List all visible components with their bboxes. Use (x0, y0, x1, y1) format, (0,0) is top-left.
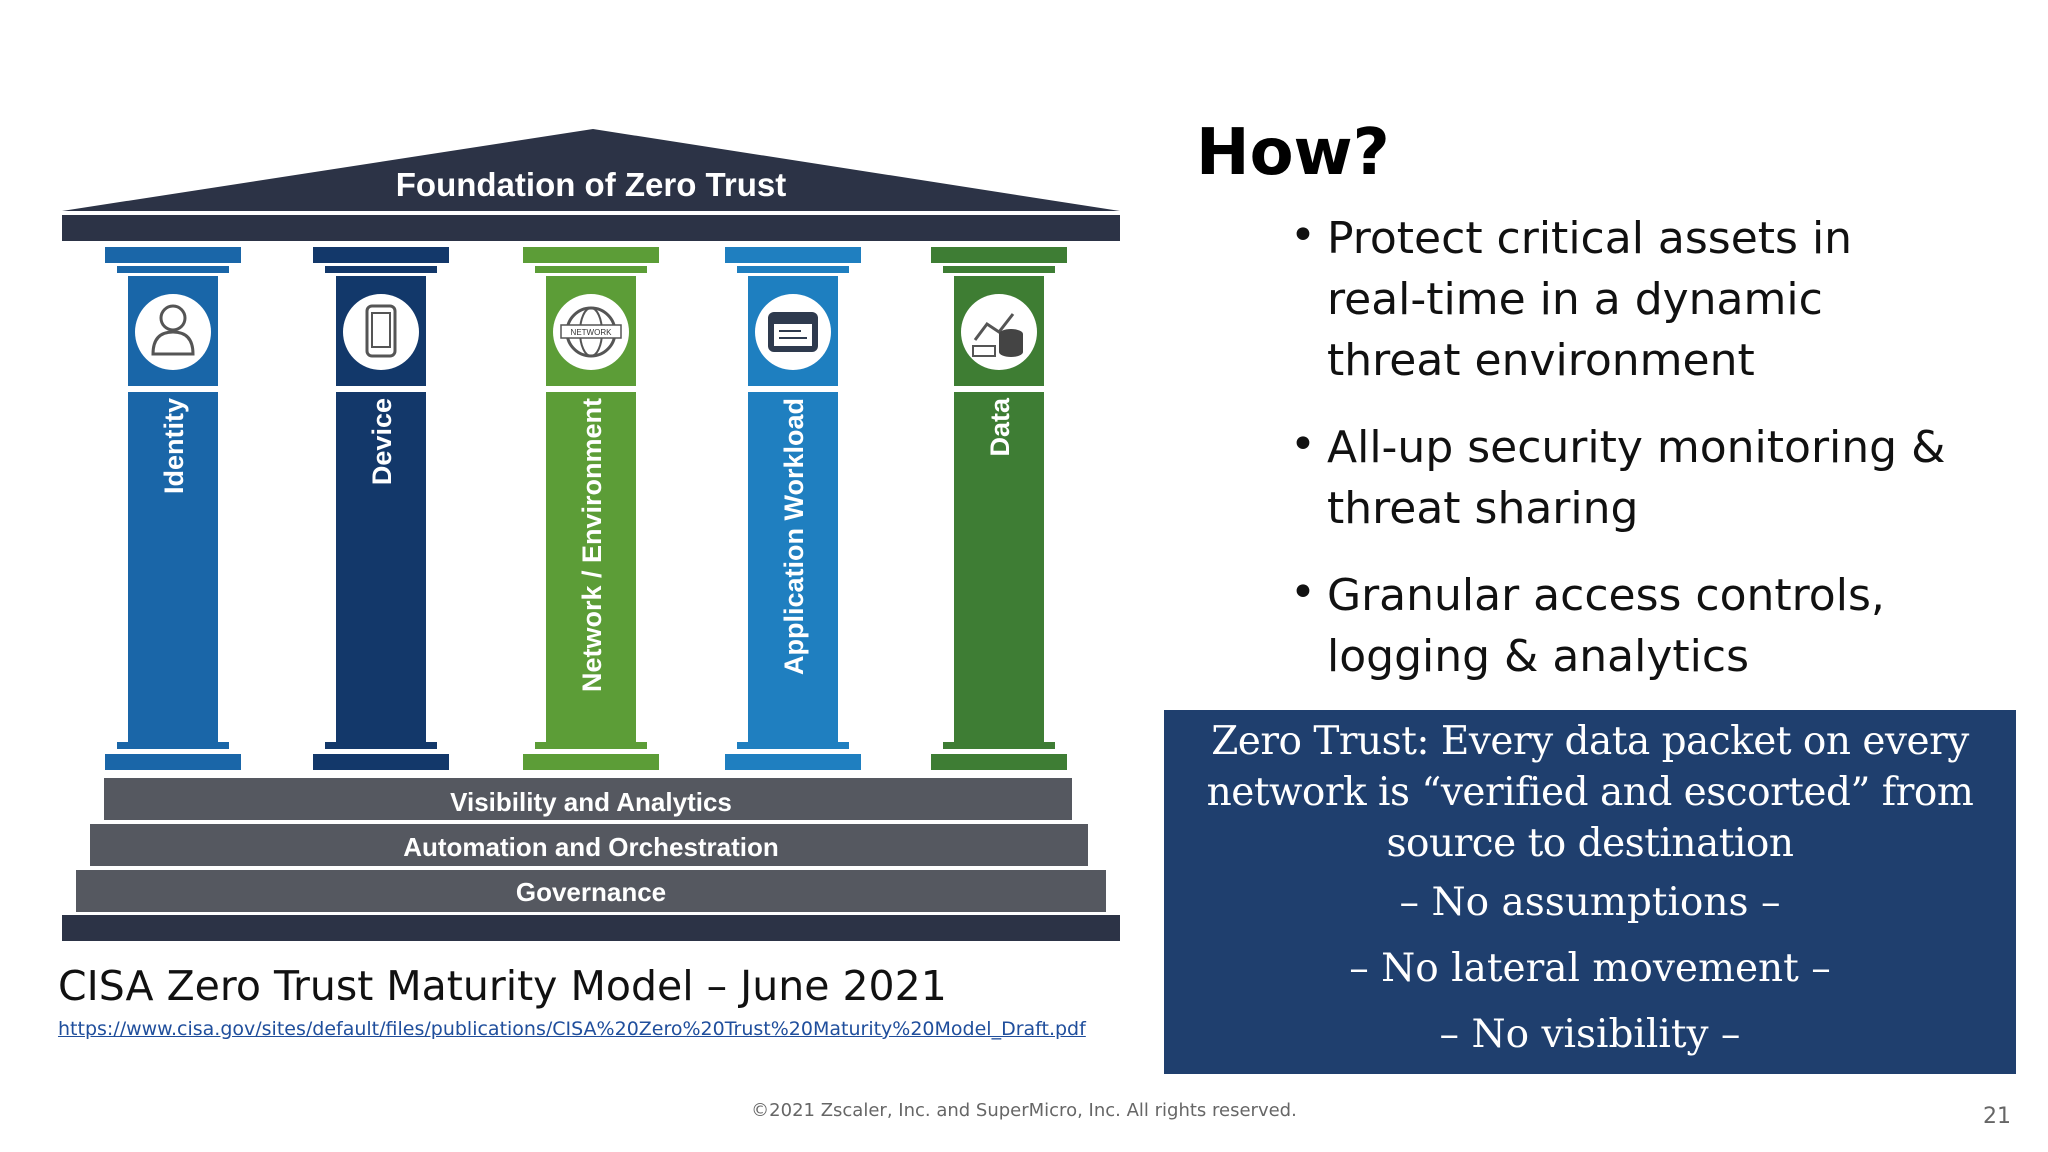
how-heading: How? (1196, 116, 1390, 190)
pillar-data (931, 247, 1067, 770)
network-icon-label: NETWORK (570, 328, 612, 337)
zero-trust-pillars-diagram (0, 0, 1140, 960)
pillar-label: Network / Environment (577, 398, 607, 693)
bullet-dot-icon: • (1290, 567, 1316, 618)
bullet-dot-icon: • (1290, 210, 1316, 261)
pillar-base (313, 754, 449, 770)
pillar-base (105, 754, 241, 770)
step-label-governance: Governance (515, 877, 667, 907)
pillar-device (313, 247, 449, 770)
pillar-capital-band (117, 266, 229, 273)
person-icon (135, 294, 211, 370)
bullet-dot-icon: • (1290, 419, 1316, 470)
source-link[interactable]: https://www.cisa.gov/sites/default/files/publications/CISA%20Zero%20Trust%20Maturity%20Model_Draft.pdf (58, 1018, 1086, 1040)
pillar-base (523, 754, 659, 770)
pillar-label: Application Workload (779, 398, 809, 676)
zero-trust-callout (1164, 710, 2016, 1074)
step-label-visibility: Visibility and Analytics (450, 787, 732, 817)
bullet-text: Protect critical assets in real-time in a dynamic threat environment (1327, 213, 1853, 386)
pillar-capital-band (737, 266, 849, 273)
pillar-capital (105, 247, 241, 263)
pillar-capital (931, 247, 1067, 263)
pillar-divider (546, 386, 636, 392)
pillar-capital (313, 247, 449, 263)
pillar-capital-band (943, 266, 1055, 273)
pillar-label: Identity (159, 398, 189, 495)
callout-no-assumptions: – No assumptions – (1399, 880, 1781, 925)
pillar-base-band (943, 742, 1055, 749)
page-number: 21 (1983, 1104, 2011, 1129)
callout-no-lateral-movement: – No lateral movement – (1349, 946, 1831, 991)
pillar-divider (336, 386, 426, 392)
pillar-base-band (535, 742, 647, 749)
pillar-base (725, 754, 861, 770)
pillar-capital (523, 247, 659, 263)
pillar-network-environment (523, 247, 659, 770)
roof-title: Foundation of Zero Trust (395, 166, 787, 203)
pillar-base-band (737, 742, 849, 749)
copyright-footer: ©2021 Zscaler, Inc. and SuperMicro, Inc. All rights reserved. (751, 1100, 1297, 1121)
pillar-capital-band (325, 266, 437, 273)
bullet-text: All-up security monitoring & threat sharing (1327, 422, 1946, 534)
bullet-item (1290, 417, 1950, 539)
network-globe-icon (553, 294, 629, 370)
pillar-divider (748, 386, 838, 392)
pillar-label: Data (985, 398, 1015, 457)
pillar-base (931, 754, 1067, 770)
roof-beam (62, 215, 1120, 241)
step-label-automation: Automation and Orchestration (403, 832, 779, 862)
how-bullet-list (1290, 208, 1950, 713)
application-window-icon (755, 294, 831, 370)
pillar-label: Device (367, 398, 397, 486)
pillar-capital (725, 247, 861, 263)
pillar-divider (954, 386, 1044, 392)
pillar-application-workload (725, 247, 861, 770)
callout-main-text: Zero Trust: Every data packet on every network is “verified and escorted” from source to destination (1206, 719, 1974, 866)
mobile-device-icon (343, 294, 419, 370)
pillar-base-band (325, 742, 437, 749)
pillar-identity (105, 247, 241, 770)
pillar-capital-band (535, 266, 647, 273)
diagram-caption: CISA Zero Trust Maturity Model – June 2021 (58, 962, 947, 1010)
pillar-base-band (117, 742, 229, 749)
base-slab (62, 915, 1120, 941)
pillar-divider (128, 386, 218, 392)
callout-no-visibility: – No visibility – (1439, 1012, 1741, 1057)
bullet-item (1290, 208, 1950, 391)
database-chart-icon (961, 294, 1037, 370)
bullet-text: Granular access controls, logging & analytics (1327, 570, 1885, 682)
bullet-item (1290, 565, 1950, 687)
